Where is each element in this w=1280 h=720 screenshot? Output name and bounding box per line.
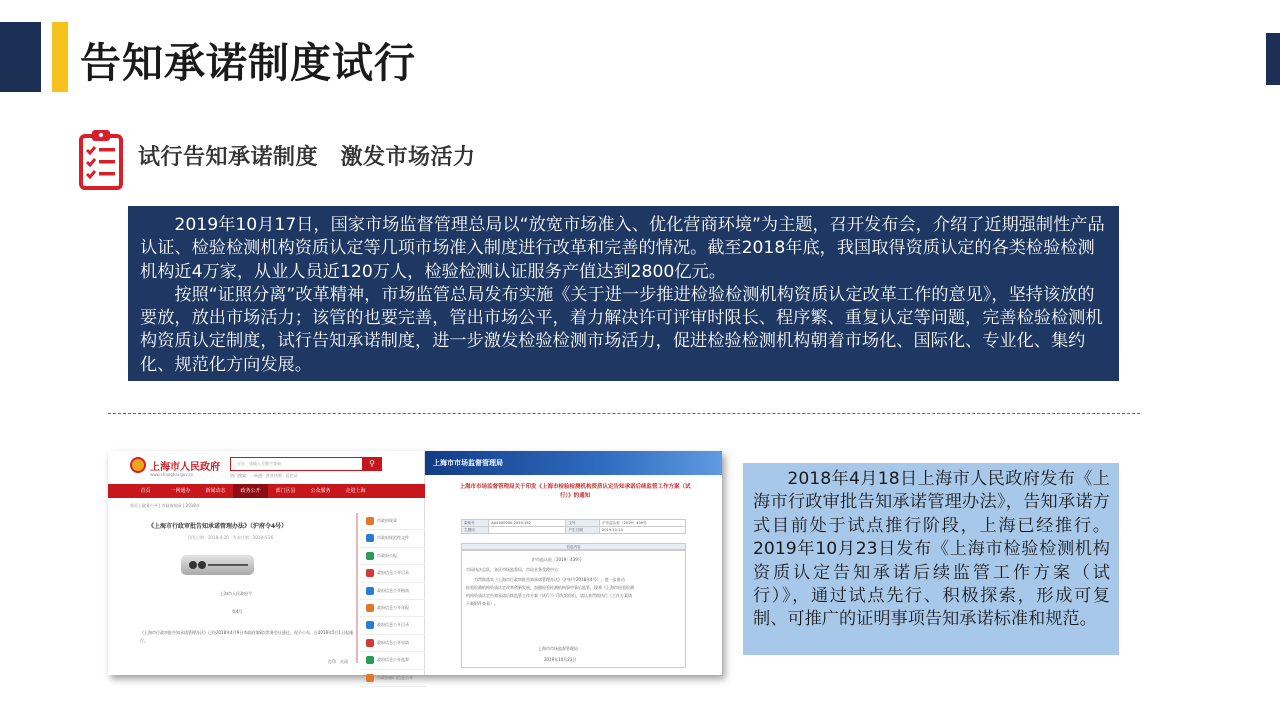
sidebar-item-icon [366, 604, 374, 612]
gov-order-no: 第4号 [232, 609, 243, 614]
sidebar-item-icon [366, 621, 374, 629]
gov-sidebar-item-label: 政府信息公开目录 [377, 570, 409, 576]
smr-body-line: 检验检测机构资质认定改革创新发展，加强检验检测机构事中事后监管，现将《上海市检验检测 [466, 585, 634, 590]
audio-progress-track [208, 564, 248, 566]
gov-sidebar-item [360, 635, 426, 652]
gov-hot-links: 热门搜索：一网通 · 营业执照 · 居住证 [230, 473, 298, 478]
gov-nav-item: 公众服务 [310, 488, 331, 494]
gov-nav-item: 走进上海 [345, 488, 366, 494]
gov-sidebar-item [360, 548, 426, 565]
clipboard-checklist-icon [78, 128, 124, 190]
sidebar-item-icon [366, 587, 374, 595]
stop-icon [198, 561, 206, 569]
sidebar-item-icon [366, 569, 374, 577]
gov-sidebar-item [360, 583, 426, 600]
gov-sidebar-item [360, 617, 426, 634]
gov-sidebar-item [360, 565, 426, 582]
main-text-box [128, 206, 1119, 381]
gov-issuer: 上海市人民政府令 [220, 591, 252, 596]
gov-sidebar-item-label: 政府信息公开目录 [377, 622, 409, 628]
gov-sidebar-item [360, 513, 426, 530]
smr-doc-no: 沪市监认检〔2019〕439号 [532, 557, 582, 562]
sidebar-item-icon [366, 517, 374, 525]
gov-nav-item: 新闻动态 [205, 488, 226, 494]
gov-nav-item: 首页 [140, 488, 151, 494]
gov-sidebar-item-label: 市政府公报 [377, 552, 397, 558]
smr-salutation: 市局执法总队，各区市场监督局，市局业务受理中心： [466, 567, 562, 572]
smr-body-line: 为贯彻落实《上海市行政审批告知承诺管理办法》（沪府令2018年4号），进一步推动 [474, 577, 625, 582]
gov-site-url: www.shanghai.gov.cn [150, 472, 194, 477]
smr-signature: 上海市市场监督管理局 [538, 646, 578, 651]
gov-search-input: 全站 请输入关键字查询 [230, 457, 382, 471]
gov-sidebar-item-label: 政府信息公开年报 [377, 604, 409, 610]
gov-article-title: 《上海市行政审批告知承诺管理办法》（沪府令4号） [148, 523, 288, 530]
gov-print-close: 打印 关闭 [328, 659, 348, 664]
smr-body-line: 机构资质认定告知承诺后续监管工作方案（试行）》印发给你们，请认真贯彻执行（工作方案请 [466, 593, 632, 598]
sidebar-item-icon [366, 534, 374, 542]
sidebar-item-icon [366, 552, 374, 560]
gov-sidebar-item-label: 政府信息公开指南 [377, 587, 409, 593]
main-paragraph-1: 2019年10月17日，国家市场监督管理总局以“放宽市场准入、优化营商环境”为主题，召开发布会，介绍了近期强制性产品认证、检验检测机构资质认定等几项市场准入制度进行改革和完善的情况。截至2018年底，我国取得资质认定的各类检验检测机构近4万家，从业人员近120万人，检验检测认证服务产值达到2800亿元。 [140, 215, 1105, 282]
gov-website-panel [108, 451, 425, 680]
embedded-website-screenshot [108, 451, 722, 680]
gov-sidebar-item-label: 市政府部门信息公开 [377, 674, 413, 680]
gov-nav-bar [108, 484, 425, 498]
side-text-box [743, 463, 1119, 655]
side-paragraph: 2018年4月18日上海市人民政府发布《上海市行政审批告知承诺管理办法》，告知承诺方式目前处于试点推行阶段，上海已经推行。2019年10月23日发布《上海市检验检测机构资质认定告知承诺后续监管工作方案（试行）》，通过试点先行、积极探索，形成可复制、可推广的证明事项告知承诺标准和规范。 [753, 469, 1110, 630]
page-title: 告知承诺制度试行 [80, 39, 416, 87]
dashed-divider [108, 413, 1140, 414]
smr-site-name: 上海市市场监督管理局 [433, 459, 503, 467]
sidebar-item-icon [366, 639, 374, 647]
play-icon [189, 561, 197, 569]
smr-body-line: 下载附件查看）。 [466, 601, 498, 606]
gov-nav-item: 部门区县 [275, 488, 296, 494]
gov-sidebar-item [360, 670, 426, 687]
search-icon: ⚲ [362, 457, 382, 471]
smr-sign-date: 2019年10月23日 [544, 657, 577, 662]
gov-sidebar-item-label: 市政府规章 [377, 518, 397, 523]
smr-notice-title: 上海市市场监督管理局关于印发《上海市检验检测机构资质认定告知承诺后续监管工作方案（试行）》的通知 [459, 484, 691, 499]
gov-article-body: 《上海市行政审批告知承诺管理办法》已经2018年4月9日市政府第8次常务会议通过，现予公布，自2018年5月1日起施行。 [140, 630, 354, 643]
gov-emblem-icon [130, 457, 146, 473]
header-navy-bar-left [0, 22, 41, 92]
smr-content-body [461, 550, 686, 668]
smr-banner [425, 451, 722, 475]
audio-player [181, 555, 254, 575]
gov-sidebar-item [360, 652, 426, 669]
smr-content-header: 信息内容 [461, 543, 686, 550]
sidebar-item-icon [366, 656, 374, 664]
gov-sidebar-item [360, 600, 426, 617]
header-navy-bar-right [1266, 33, 1280, 85]
smr-meta-table: 索取号 AA5000000-2019-162 文号 沪市监认检〔2019〕439号 主题词 产生日期 2019-10-23 [461, 519, 686, 534]
gov-sidebar-item-label: 市政府规范性文件 [377, 535, 409, 541]
gov-sidebar-item [360, 530, 426, 547]
gov-sidebar [360, 513, 426, 687]
gov-nav-item-active: 政务公开 [233, 484, 268, 498]
gov-sidebar-item-label: 政府信息公开监督 [377, 657, 409, 663]
header-accent-bar [52, 22, 68, 92]
gov-scroll-divider [356, 513, 358, 663]
gov-breadcrumb: 首页 | 政务公开 | 市政府规章 | 2018年 [130, 503, 200, 508]
gov-nav-item: 一网通办 [170, 488, 191, 494]
gov-sidebar-item-label: 政府信息公开申请 [377, 639, 409, 645]
main-paragraph-2: 按照“证照分离”改革精神，市场监管总局发布实施《关于进一步推进检验检测机构资质认定改革工作的意见》，坚持该放的要放，放出市场活力；该管的也要完善，管出市场公平，着力解决许可评审时限长、程序繁、重复认定等问题，完善检验检测机构资质认定制度，试行告知承诺制度，进一步激发检验检测市场活力，促进检验检测机构朝着市场化、国际化、专业化、集约化、规范化方向发展。 [140, 284, 1103, 375]
market-regulation-panel [425, 451, 722, 675]
sidebar-item-icon [366, 674, 374, 682]
gov-site-name: 上海市人民政府 [150, 462, 220, 473]
gov-article-date: 印发日期：2018-4-20 发布日期：2018-4-26 [188, 535, 274, 540]
section-subtitle: 试行告知承诺制度 激发市场活力 [138, 145, 476, 170]
